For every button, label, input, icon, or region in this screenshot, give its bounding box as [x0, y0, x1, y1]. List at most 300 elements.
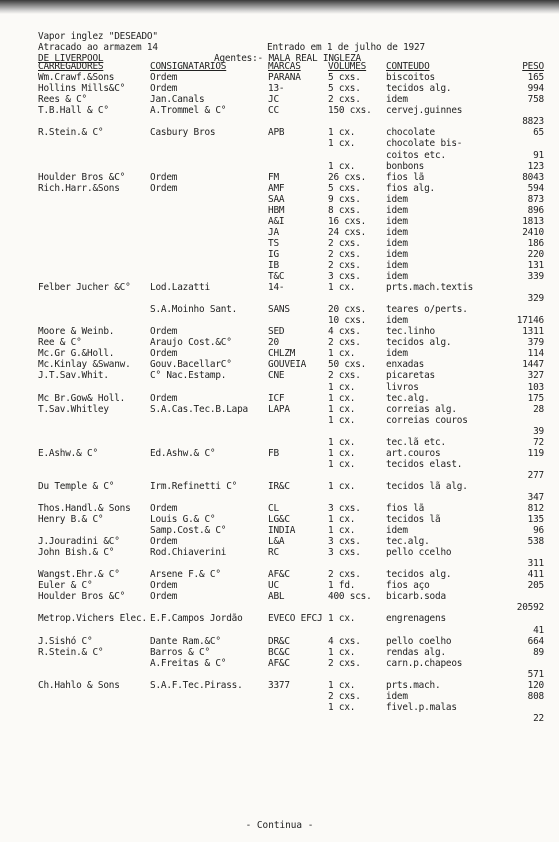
cell-volumes: 1 cx.: [328, 514, 356, 526]
cell-weight: 329: [527, 293, 544, 305]
table-row: [38, 205, 553, 216]
table-row: [38, 150, 553, 161]
table-row: [38, 404, 553, 415]
cell-shipper: [38, 216, 150, 227]
table-row: [38, 172, 553, 183]
cell-consignee: Dante Ram.&C°: [150, 635, 221, 647]
cell-shipper: T.Sav.Whitley: [38, 403, 109, 415]
table-row: [38, 437, 553, 448]
cell-volumes: 5 cxs.: [328, 72, 361, 84]
cell-contents: [386, 293, 498, 304]
col-marcas: MARCAS: [268, 61, 301, 73]
cell-shipper: [38, 459, 150, 470]
cell-shipper: [38, 315, 150, 326]
cell-volumes: 1 cx.: [328, 403, 356, 415]
cell-marks: [268, 150, 328, 161]
cell-contents: correias alg.: [386, 403, 457, 415]
origin-port: DE LIVERPOOL: [38, 53, 104, 65]
cell-shipper: Wm.Crawf.&Sons: [38, 72, 115, 84]
cell-shipper: Hollins Mills&C°: [38, 83, 126, 95]
col-consignatarios: CONSIGNATARIOS: [150, 61, 227, 73]
cell-contents: fios lã: [386, 171, 425, 183]
cell-weight: 20592: [516, 602, 544, 614]
cell-shipper: Felber Jucher &C°: [38, 282, 131, 294]
cell-contents: idem: [386, 348, 408, 360]
table-row: [38, 194, 553, 205]
cell-weight: 96: [533, 525, 544, 537]
cell-shipper: Mc.Gr G.&Holl.: [38, 348, 115, 360]
cell-contents: chocolate bis-: [386, 138, 463, 150]
cell-marks: [268, 116, 328, 127]
cell-marks: [268, 470, 328, 481]
cell-volumes: 24 cxs.: [328, 226, 367, 238]
cell-marks: T&C: [268, 271, 285, 283]
cell-marks: TS: [268, 237, 279, 249]
cell-volumes: 1 cx.: [328, 525, 356, 537]
cell-contents: rendas alg.: [386, 646, 446, 658]
cell-volumes: 10 cxs.: [328, 315, 367, 327]
cell-consignee: S.A.Cas.Tec.B.Lapa: [150, 403, 248, 415]
cell-volumes: 5 cxs.: [328, 83, 361, 95]
cell-shipper: [38, 304, 150, 315]
cell-contents: [386, 713, 498, 724]
cell-consignee: [150, 558, 268, 569]
cell-contents: tec.alg.: [386, 392, 430, 404]
table-row: [38, 426, 553, 437]
cell-consignee: A.Trommel & C°: [150, 105, 227, 117]
cell-consignee: [150, 138, 268, 149]
cell-consignee: Irm.Refinetti C°: [150, 480, 238, 492]
cell-marks: AF&C: [268, 657, 290, 669]
cell-contents: tecidos lã: [386, 514, 441, 526]
cell-weight: [498, 459, 544, 470]
cell-shipper: Euler & C°: [38, 580, 93, 592]
manifest-rows: [38, 72, 553, 724]
cell-weight: [498, 613, 544, 624]
cell-shipper: John Bish.& C°: [38, 547, 115, 559]
cell-shipper: [38, 558, 150, 569]
cell-contents: carn.p.chapeos: [386, 657, 463, 669]
cell-consignee: Ordem: [150, 348, 178, 360]
cell-shipper: Mc Br.Gow& Holl.: [38, 392, 126, 404]
cell-weight: 39: [533, 425, 544, 437]
cell-consignee: Ordem: [150, 392, 178, 404]
cell-contents: [386, 492, 498, 503]
cell-marks: CC: [268, 105, 279, 117]
cell-contents: prts.mach.textis: [386, 282, 474, 294]
table-row: [38, 260, 553, 271]
cell-shipper: [38, 161, 150, 172]
cell-marks: SAA: [268, 193, 285, 205]
cell-marks: AMF: [268, 182, 285, 194]
cell-weight: 1447: [522, 359, 544, 371]
cell-contents: pello ccelho: [386, 547, 452, 559]
cell-marks: 20: [268, 337, 279, 349]
cell-marks: FM: [268, 171, 279, 183]
cell-contents: tecidos alg.: [386, 337, 452, 349]
cell-volumes: 9 cxs.: [328, 193, 361, 205]
ship-name: Vapor inglez "DESEADO": [38, 31, 158, 43]
cell-contents: bonbons: [386, 160, 425, 172]
cell-contents: idem: [386, 248, 408, 260]
cell-contents: idem: [386, 259, 408, 271]
cell-consignee: [150, 459, 268, 470]
cell-marks: 3377: [268, 679, 290, 691]
cell-marks: [268, 315, 328, 326]
cell-shipper: [38, 415, 150, 426]
cell-contents: [386, 558, 498, 569]
cell-weight: 808: [527, 690, 544, 702]
cell-contents: idem: [386, 193, 408, 205]
cell-weight: [498, 304, 544, 315]
cell-consignee: Arsene F.& C°: [150, 569, 221, 581]
cell-volumes: 1 cx.: [328, 646, 356, 658]
cell-marks: GOUVEIA: [268, 359, 307, 371]
cell-consignee: Ordem: [150, 503, 178, 515]
cell-volumes: [328, 426, 386, 437]
cell-consignee: [150, 161, 268, 172]
col-carregadores: CARREGADORES: [38, 61, 104, 73]
cell-contents: art.couros: [386, 447, 441, 459]
table-row: [38, 569, 553, 580]
cell-weight: [498, 547, 544, 558]
cell-volumes: 1 cx.: [328, 282, 356, 294]
table-row: [38, 580, 553, 591]
cell-marks: INDIA: [268, 525, 296, 537]
cell-contents: [386, 470, 498, 481]
cell-volumes: 8 cxs.: [328, 204, 361, 216]
table-row: [38, 161, 553, 172]
cell-consignee: [150, 426, 268, 437]
table-row: [38, 702, 553, 713]
cell-weight: 123: [527, 160, 544, 172]
cell-weight: [498, 105, 544, 116]
cell-marks: BC&C: [268, 646, 290, 658]
cell-contents: coitos etc.: [386, 149, 446, 161]
cell-contents: tecidos elast.: [386, 458, 463, 470]
cell-contents: biscoitos: [386, 72, 435, 84]
cell-shipper: Rees & C°: [38, 94, 87, 106]
cell-volumes: 20 cxs.: [328, 304, 367, 316]
manifest-sheet: [38, 20, 553, 724]
cell-contents: enxadas: [386, 359, 425, 371]
cell-shipper: R.Stein.& C°: [38, 646, 104, 658]
cell-marks: L&A: [268, 536, 285, 548]
cell-marks: CHLZM: [268, 348, 296, 360]
cell-volumes: 1 cx.: [328, 679, 356, 691]
table-row: [38, 448, 553, 459]
cell-consignee: [150, 691, 268, 702]
cell-consignee: [150, 150, 268, 161]
cell-marks: EVECO EFCJ: [268, 613, 323, 625]
cell-volumes: 2 cxs.: [328, 690, 361, 702]
cell-volumes: 1 cx.: [328, 701, 356, 713]
cell-weight: 8043: [522, 171, 544, 183]
table-row: [38, 547, 553, 558]
cell-contents: idem: [386, 690, 408, 702]
col-volumes: VOLUMES: [328, 61, 367, 73]
cell-marks: CL: [268, 503, 279, 515]
cell-weight: 277: [527, 469, 544, 481]
cell-shipper: Ch.Hahlo & Sons: [38, 679, 120, 691]
cell-consignee: Ordem: [150, 171, 178, 183]
cell-marks: [268, 691, 328, 702]
cell-shipper: J.T.Sav.Whit.: [38, 370, 109, 382]
cell-shipper: [38, 194, 150, 205]
table-row: [38, 138, 553, 149]
cell-marks: [268, 459, 328, 470]
cell-volumes: [328, 470, 386, 481]
cell-consignee: S.A.F.Tec.Pirass.: [150, 679, 243, 691]
table-row: [38, 282, 553, 293]
cell-shipper: [38, 492, 150, 503]
cell-volumes: [328, 669, 386, 680]
cell-marks: [268, 161, 328, 172]
cell-weight: 89: [533, 646, 544, 658]
table-row: [38, 105, 553, 116]
cell-volumes: 2 cxs.: [328, 370, 361, 382]
cell-contents: pello coelho: [386, 635, 452, 647]
cell-weight: 131: [527, 259, 544, 271]
table-row: [38, 503, 553, 514]
cell-weight: [498, 282, 544, 293]
table-row: [38, 536, 553, 547]
cell-marks: A&I: [268, 215, 285, 227]
cell-consignee: [150, 602, 268, 613]
cell-shipper: [38, 470, 150, 481]
cell-volumes: 3 cxs.: [328, 547, 361, 559]
cell-marks: [268, 138, 328, 149]
cell-consignee: [150, 492, 268, 503]
cell-shipper: [38, 669, 150, 680]
cell-weight: [498, 702, 544, 713]
table-row: [38, 613, 553, 624]
cell-marks: ICF: [268, 392, 285, 404]
cell-volumes: [328, 625, 386, 636]
cell-contents: idem: [386, 315, 408, 327]
cell-weight: 114: [527, 348, 544, 360]
cell-consignee: Ordem: [150, 326, 178, 338]
cell-weight: 812: [527, 503, 544, 515]
cell-weight: 135: [527, 514, 544, 526]
cell-marks: [268, 492, 328, 503]
table-row: [38, 271, 553, 282]
table-row: [38, 680, 553, 691]
cell-consignee: [150, 216, 268, 227]
cell-weight: 411: [527, 569, 544, 581]
cell-weight: 120: [527, 679, 544, 691]
cell-consignee: Ed.Ashw.& C°: [150, 447, 216, 459]
table-row: [38, 293, 553, 304]
cell-volumes: 5 cxs.: [328, 182, 361, 194]
cell-volumes: 2 cxs.: [328, 237, 361, 249]
cell-shipper: T.B.Hall & C°: [38, 105, 109, 117]
cell-weight: 28: [533, 403, 544, 415]
agents: Agentes:- MALA REAL INGLEZA: [214, 53, 361, 65]
cell-weight: 186: [527, 237, 544, 249]
cell-volumes: 1 cx.: [328, 160, 356, 172]
cell-volumes: 2 cxs.: [328, 259, 361, 271]
table-row: [38, 227, 553, 238]
cell-volumes: 2 cxs.: [328, 657, 361, 669]
cell-marks: [268, 625, 328, 636]
cell-contents: tec.linho: [386, 326, 435, 338]
table-row: [38, 514, 553, 525]
cell-consignee: Rod.Chiaverini: [150, 547, 227, 559]
cell-volumes: 16 cxs.: [328, 215, 367, 227]
table-row: [38, 216, 553, 227]
cell-weight: 571: [527, 668, 544, 680]
cell-consignee: [150, 238, 268, 249]
table-row: [38, 636, 553, 647]
cell-weight: [498, 138, 544, 149]
cell-contents: [386, 426, 498, 437]
cell-consignee: [150, 260, 268, 271]
cell-weight: 994: [527, 83, 544, 95]
table-row: [38, 337, 553, 348]
table-row: [38, 249, 553, 260]
cell-marks: [268, 558, 328, 569]
cell-weight: 327: [527, 370, 544, 382]
cell-weight: 1311: [522, 326, 544, 338]
cell-shipper: Houlder Bros &C°: [38, 591, 126, 603]
cell-shipper: J.Jouradini &C°: [38, 536, 120, 548]
cell-weight: 17146: [516, 315, 544, 327]
cell-volumes: 3 cxs.: [328, 536, 361, 548]
cell-volumes: 4 cxs.: [328, 635, 361, 647]
cell-contents: prts.mach.: [386, 679, 441, 691]
cell-consignee: [150, 437, 268, 448]
cell-marks: APB: [268, 127, 285, 139]
table-row: [38, 183, 553, 194]
cell-shipper: [38, 602, 150, 613]
cell-weight: 65: [533, 127, 544, 139]
cell-consignee: Lod.Lazatti: [150, 282, 210, 294]
cell-consignee: Ordem: [150, 83, 178, 95]
cell-volumes: 2 cxs.: [328, 248, 361, 260]
cell-volumes: 1 cx.: [328, 436, 356, 448]
cell-volumes: 1 cx.: [328, 458, 356, 470]
cell-contents: tec.alg.: [386, 536, 430, 548]
cell-marks: RC: [268, 547, 279, 559]
cell-consignee: [150, 669, 268, 680]
cell-marks: IG: [268, 248, 279, 260]
cell-consignee: [150, 227, 268, 238]
table-row: [38, 525, 553, 536]
table-row: [38, 591, 553, 602]
table-row: [38, 348, 553, 359]
cell-shipper: [38, 525, 150, 536]
cell-shipper: Rich.Harr.&Sons: [38, 182, 120, 194]
cell-weight: 22: [533, 712, 544, 724]
cell-contents: teares o/perts.: [386, 304, 468, 316]
cell-contents: idem: [386, 525, 408, 537]
cell-marks: AF&C: [268, 569, 290, 581]
cell-contents: cervej.guinnes: [386, 105, 463, 117]
table-row: [38, 94, 553, 105]
cell-shipper: [38, 437, 150, 448]
cell-shipper: Du Temple & C°: [38, 480, 115, 492]
cell-marks: HBM: [268, 204, 285, 216]
table-row: [38, 304, 553, 315]
cell-consignee: Casbury Bros: [150, 127, 216, 139]
table-row: [38, 359, 553, 370]
cell-consignee: Gouv.BacellarC°: [150, 359, 232, 371]
cell-volumes: 1 cx.: [328, 127, 356, 139]
table-row: [38, 647, 553, 658]
cell-consignee: E.F.Campos Jordão: [150, 613, 243, 625]
cell-consignee: Barros & C°: [150, 646, 210, 658]
cell-volumes: 1 cx.: [328, 447, 356, 459]
cell-weight: [498, 481, 544, 492]
cell-shipper: Mc.Kinlay &Swanw.: [38, 359, 131, 371]
cell-marks: [268, 713, 328, 724]
col-conteudo: CONTEUDO: [386, 61, 430, 73]
table-row: [38, 459, 553, 470]
cell-contents: tec.lã etc.: [386, 436, 446, 448]
col-peso: PESO: [522, 61, 544, 73]
cell-volumes: 1 cx.: [328, 414, 356, 426]
cell-marks: PARANA: [268, 72, 301, 84]
cell-shipper: [38, 382, 150, 393]
cell-contents: correias couros: [386, 414, 468, 426]
cell-shipper: R.Stein.& C°: [38, 127, 104, 139]
cell-volumes: 150 cxs.: [328, 105, 372, 117]
cell-contents: fios alg.: [386, 182, 435, 194]
cell-volumes: [328, 558, 386, 569]
cell-marks: CNE: [268, 370, 285, 382]
cell-shipper: Thos.Handl.& Sons: [38, 503, 131, 515]
cell-weight: 41: [533, 624, 544, 636]
cell-weight: 91: [533, 149, 544, 161]
cell-contents: fivel.p.malas: [386, 701, 457, 713]
cell-contents: [386, 602, 498, 613]
cell-weight: 72: [533, 436, 544, 448]
cell-volumes: 2 cxs.: [328, 569, 361, 581]
cell-shipper: E.Ashw.& C°: [38, 447, 98, 459]
cell-shipper: [38, 658, 150, 669]
table-row: [38, 481, 553, 492]
cell-marks: FB: [268, 447, 279, 459]
cell-marks: [268, 415, 328, 426]
cell-volumes: 1 fd.: [328, 580, 356, 592]
cell-contents: fios lã: [386, 503, 425, 515]
cell-contents: tecidos lã alg.: [386, 480, 468, 492]
cell-weight: 311: [527, 558, 544, 570]
cell-weight: 594: [527, 182, 544, 194]
cell-contents: idem: [386, 271, 408, 283]
cell-consignee: [150, 271, 268, 282]
cell-consignee: [150, 470, 268, 481]
cell-weight: 175: [527, 392, 544, 404]
cell-volumes: [328, 602, 386, 613]
cell-volumes: 50 cxs.: [328, 359, 367, 371]
cell-volumes: 1 cx.: [328, 348, 356, 360]
cell-weight: [498, 658, 544, 669]
cell-marks: LG&C: [268, 514, 290, 526]
cell-volumes: 2 cxs.: [328, 337, 361, 349]
cell-shipper: Houlder Bros &C°: [38, 171, 126, 183]
table-row: [38, 370, 553, 381]
cell-consignee: Jan.Canals: [150, 94, 205, 106]
table-row: [38, 127, 553, 138]
cell-contents: picaretas: [386, 370, 435, 382]
cell-shipper: [38, 702, 150, 713]
cell-shipper: [38, 625, 150, 636]
cell-consignee: Louis G.& C°: [150, 514, 216, 526]
cell-consignee: [150, 249, 268, 260]
table-row: [38, 602, 553, 613]
